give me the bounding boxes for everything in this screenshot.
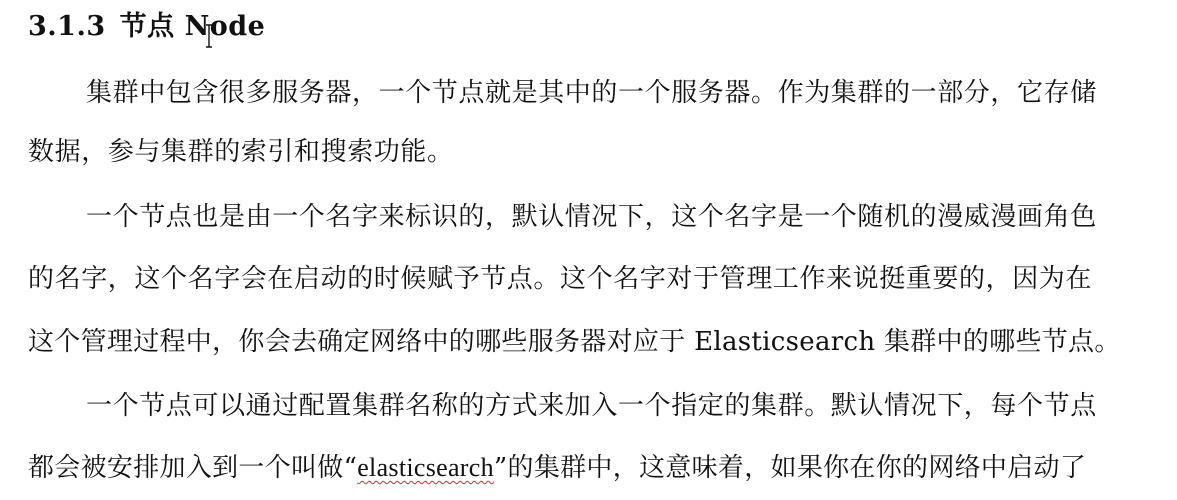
section-title: 节点 Node	[119, 11, 266, 42]
section-heading	[28, 4, 265, 43]
paragraph-2-line-2: 的名字，这个名字会在启动的时候赋予节点。这个名字对于管理工作来说挺重要的，因为在	[28, 264, 1093, 294]
paragraph-3-line-2	[28, 451, 1086, 485]
spellcheck-flagged-word: elasticsearch	[357, 453, 494, 482]
paragraph-2-line-1: 一个节点也是由一个名字来标识的，默认情况下，这个名字是一个随机的漫威漫画角色	[86, 202, 1097, 232]
paragraph-3-line-2-start: 都会被安排加入到一个叫做“	[28, 453, 358, 483]
paragraph-1-line-2: 数据，参与集群的索引和搜索功能。	[28, 137, 454, 167]
paragraph-3-line-1: 一个节点可以通过配置集群名称的方式来加入一个指定的集群。默认情况下，每个节点	[86, 391, 1097, 421]
paragraph-3-line-2-end: ”的集群中，这意味着，如果你在你的网络中启动了	[493, 453, 1087, 483]
paragraph-2-line-3: 这个管理过程中，你会去确定网络中的哪些服务器对应于 Elasticsearch 集群中的哪些节点。	[28, 327, 1121, 357]
section-number: 3.1.3	[28, 11, 106, 42]
paragraph-1-line-1: 集群中包含很多服务器，一个节点就是其中的一个服务器。作为集群的一部分，它存储	[86, 78, 1097, 108]
